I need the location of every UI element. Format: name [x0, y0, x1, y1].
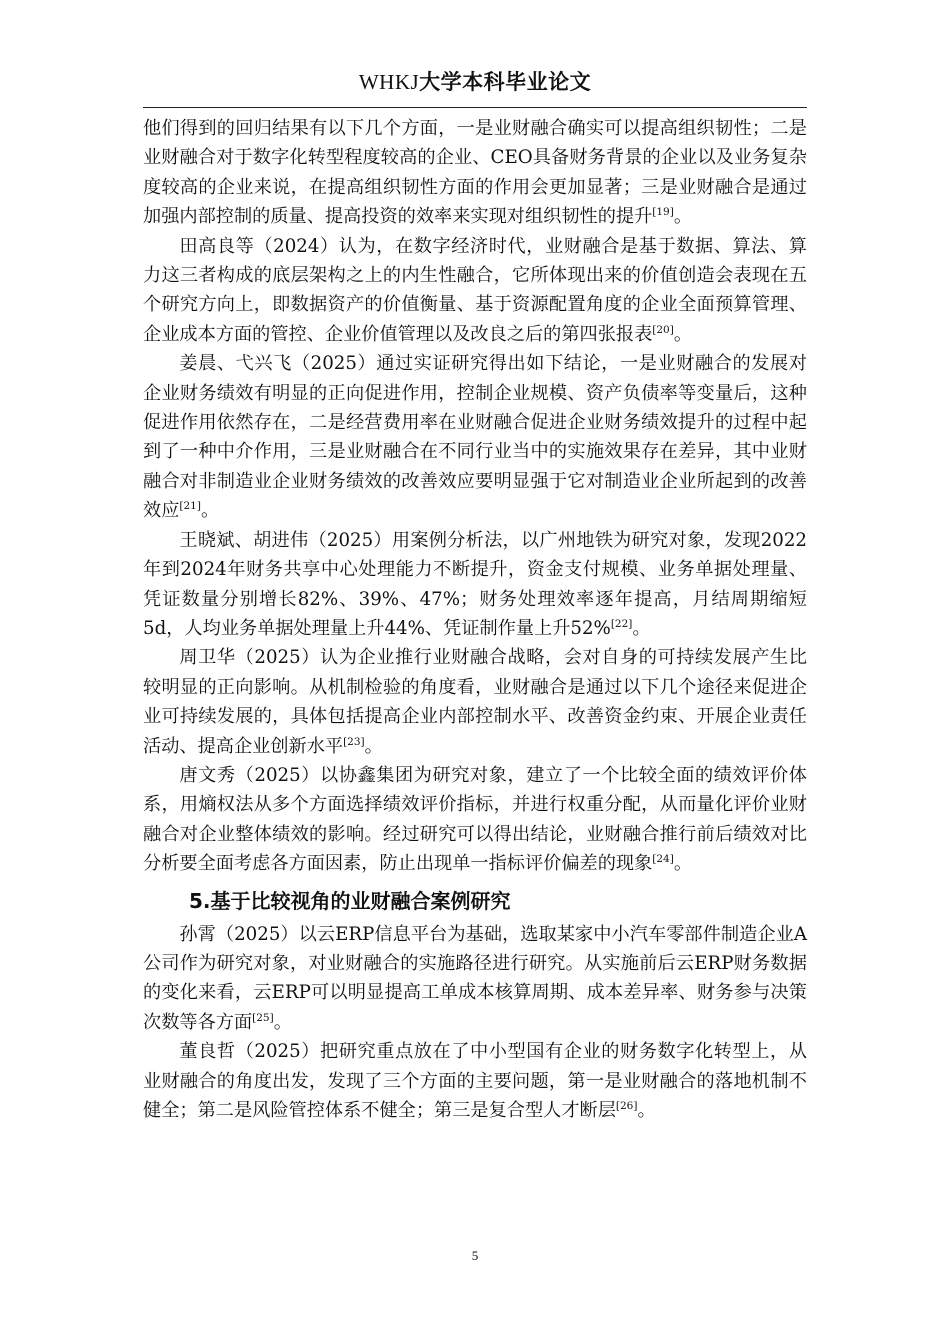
paragraph-text: 孙霄（2025）以云ERP信息平台为基础，选取某家中小汽车零部件制造企业A公司作为研究对象，对业财融合的实施路径进行研究。从实施前后云ERP财务数据的变化来看，云ERP可以明显提高工单成本核算周期、成本差异率、财务参与决策次数等各方面 [143, 923, 807, 1033]
paragraph-tail: 。 [632, 617, 651, 639]
paragraph [143, 526, 807, 644]
paragraph [143, 920, 807, 1038]
paragraph-text: 唐文秀（2025）以协鑫集团为研究对象，建立了一个比较全面的绩效评价体系，用熵权法从多个方面选择绩效评价指标，并进行权重分配，从而量化评价业财融合对企业整体绩效的影响。经过研究可以得出结论，业财融合推行前后绩效对比分析要全面考虑各方面因素，防止出现单一指标评价偏差的现象 [143, 764, 807, 875]
paragraph-continuation [143, 114, 807, 232]
page-number: 5 [471, 1248, 479, 1263]
citation-ref: [20] [652, 323, 674, 336]
paragraph-text: 田高良等（2024）认为，在数字经济时代，业财融合是基于数据、算法、算力这三者构成的底层架构之上的内生性融合，它所体现出来的价值创造会表现在五个研究方向上，即数据资产的价值衡量、基于资源配置角度的企业全面预算管理、企业成本方面的管控、企业价值管理以及改良之后的第四张报表 [143, 235, 807, 345]
paragraph-tail: 。 [673, 206, 693, 228]
header-rule [143, 107, 807, 108]
paragraph-text: 他们得到的回归结果有以下几个方面，一是业财融合确实可以提高组织韧性；二是业财融合对于数字化转型程度较高的企业、CEO具备财务背景的企业以及业务复杂度较高的企业来说，在提高组织韧性方面的作用会更加显著；三是业财融合是通过加强内部控制的质量、提高投资的效率来实现对组织韧性的提升 [143, 118, 807, 228]
citation-ref: [23] [343, 735, 365, 748]
citation-ref: [21] [179, 500, 201, 513]
paragraph-tail: 。 [637, 1100, 656, 1121]
paragraph-tail: 。 [364, 735, 383, 757]
paragraph-tail: 。 [673, 853, 693, 875]
paragraph-tail: 。 [273, 1011, 292, 1033]
citation-ref: [25] [252, 1011, 274, 1024]
header-title: 大学本科毕业论文 [419, 70, 592, 94]
citation-ref: [22] [610, 617, 633, 630]
body-text [143, 114, 807, 1125]
paragraph-text: 王晓斌、胡进伟（2025）用案例分析法，以广州地铁为研究对象，发现2022年到2024年财务共享中心处理能力不断提升，资金支付规模、业务单据处理量、凭证数量分别增长82%、39%、47%；财务处理效率逐年提高，月结周期缩短5d，人均业务单据处理量上升44%、凭证制作量上升52% [143, 529, 807, 639]
paragraph-tail: 。 [673, 323, 693, 345]
paragraph [143, 761, 807, 879]
paragraph [143, 643, 807, 761]
paragraph-tail: 。 [200, 500, 220, 522]
paragraph-text: 周卫华（2025）认为企业推行业财融合战略，会对自身的可持续发展产生比较明显的正向影响。从机制检验的角度看，业财融合是通过以下几个途径来促进企业可持续发展的，具体包括提高企业内部控制水平、改善资金约束、开展企业责任活动、提高企业创新水平 [143, 647, 807, 757]
citation-ref: [24] [652, 853, 674, 866]
page-header [0, 66, 950, 100]
paragraph-text: 姜晨、弋兴飞（2025）通过实证研究得出如下结论，一是业财融合的发展对企业财务绩效有明显的正向促进作用，控制企业规模、资产负债率等变量后，这种促进作用依然存在，二是经营费用率在业财融合促进企业财务绩效提升的过程中起到了一种中介作用，三是业财融合在不同行业当中的实施效果存在差异，其中业财融合对非制造业企业财务绩效的改善效应要明显强于它对制造业企业所起到的改善效应 [143, 353, 807, 522]
citation-ref: [26] [615, 1100, 638, 1112]
section-heading: 5.基于比较视角的业财融合案例研究 [189, 888, 511, 913]
paragraph [143, 1037, 807, 1125]
paragraph [143, 232, 807, 350]
header-latin: WHKJ [358, 70, 420, 94]
paragraph [143, 349, 807, 525]
paragraph-text: 董良哲（2025）把研究重点放在了中小型国有企业的财务数字化转型上，从业财融合的角度出发，发现了三个方面的主要问题，第一是业财融合的落地机制不健全；第二是风险管控体系不健全；第三是复合型人才断层 [143, 1041, 807, 1121]
citation-ref: [19] [652, 206, 674, 219]
